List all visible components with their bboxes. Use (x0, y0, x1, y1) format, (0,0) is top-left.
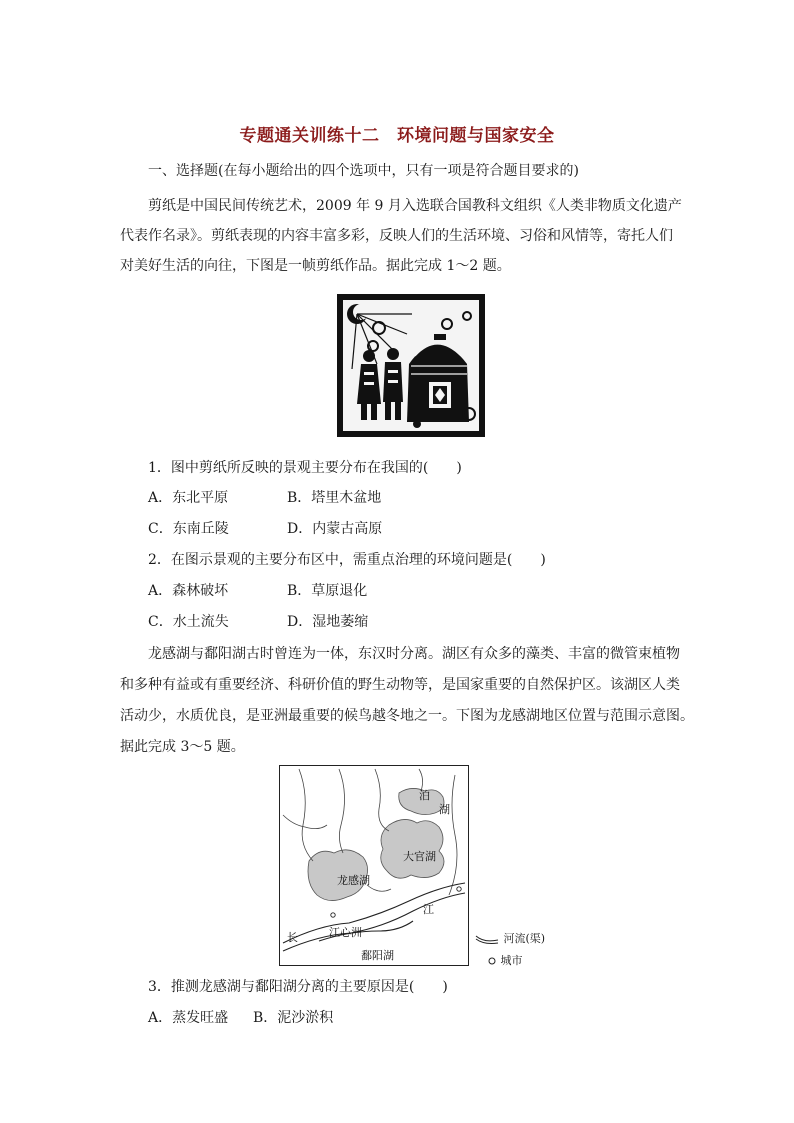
q2-option-b: B．草原退化 (287, 583, 368, 599)
q3-option-b: B．泥沙淤积 (253, 1010, 334, 1026)
passage2-line-3: 活动少，水质优良，是亚洲最重要的候鸟越冬地之一。下图为龙感湖地区位置与范围示意图。 (120, 708, 694, 724)
q1-stem: 1．图中剪纸所反映的景观主要分布在我国的( ) (148, 460, 462, 476)
q3-option-a: A．蒸发旺盛 (148, 1010, 229, 1026)
label-chang: 长 (287, 931, 298, 944)
q1-option-a: A．东北平原 (148, 490, 229, 506)
map-illustration (279, 765, 469, 966)
q1-option-b: B．塔里木盆地 (287, 490, 382, 506)
legend-river-label: 河流(渠) (503, 932, 546, 945)
paper-cut-illustration (337, 294, 485, 437)
page-title: 专题通关训练十二 环境问题与国家安全 (239, 126, 555, 146)
paper-cut-image (337, 294, 485, 437)
q2-stem: 2．在图示景观的主要分布区中，需重点治理的环境问题是( ) (148, 552, 546, 568)
q2-option-d: D．湿地萎缩 (287, 614, 369, 630)
passage2-line-4: 据此完成 3～5 题。 (120, 739, 245, 755)
longgan-lake-map (279, 765, 469, 966)
label-longgan: 龙感湖 (337, 874, 370, 887)
dagong-lake-shape (381, 819, 444, 878)
label-poyang: 鄱阳湖 (361, 949, 394, 962)
q2-option-a: A．森林破坏 (148, 583, 229, 599)
q2-option-c: C．水土流失 (148, 614, 229, 630)
passage2-line-2: 和多种有益或有重要经济、科研价值的野生动物等，是国家重要的自然保护区。该湖区人类 (120, 677, 680, 693)
passage2-line-1: 龙感湖与鄱阳湖古时曾连为一体，东汉时分离。湖区有众多的藻类、丰富的微管束植物 (148, 646, 680, 662)
label-island: 江心洲 (329, 926, 362, 939)
legend-city (487, 952, 523, 968)
river-legend-icon (474, 933, 500, 945)
city-legend-icon (487, 956, 497, 966)
label-dagong: 大官湖 (403, 850, 436, 863)
label-jiang: 江 (423, 903, 434, 916)
legend-city-label: 城市 (500, 954, 523, 967)
label-bo-2: 湖 (439, 803, 450, 816)
q1-option-c: C．东南丘陵 (148, 521, 229, 537)
q3-stem: 3．推测龙感湖与鄱阳湖分离的主要原因是( ) (148, 979, 448, 995)
section-heading: 一、选择题(在每小题给出的四个选项中，只有一项是符合题目要求的) (148, 163, 579, 179)
passage1-line-2: 代表作名录》。剪纸表现的内容丰富多彩，反映人们的生活环境、习俗和风情等，寄托人们 (120, 228, 673, 244)
passage1-line-1: 剪纸是中国民间传统艺术，2009 年 9 月入选联合国教科文组织《人类非物质文化遗产 (148, 198, 682, 214)
q1-option-d: D．内蒙古高原 (287, 521, 383, 537)
passage1-line-3: 对美好生活的向往，下图是一帧剪纸作品。据此完成 1～2 题。 (120, 258, 511, 274)
label-bo-1: 泊 (419, 789, 430, 802)
legend-river (474, 930, 545, 946)
